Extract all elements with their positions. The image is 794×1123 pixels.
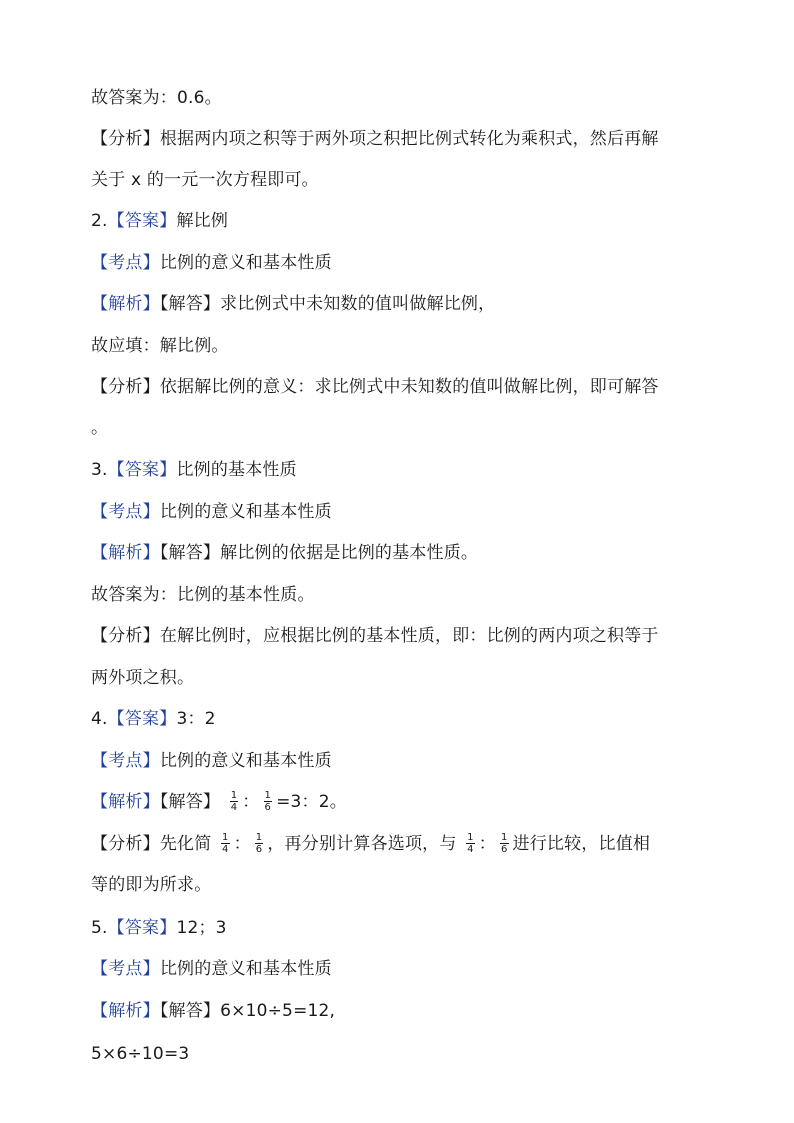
analysis-line: [91, 127, 711, 151]
text: 等的即为所求。: [91, 875, 212, 895]
q4-analysis-line: [91, 832, 711, 856]
analysis-text: 依据解比例的意义：求比例式中未知数的值叫做解比例，即可解答: [159, 377, 659, 397]
answer-tag: 【答案】: [107, 918, 177, 938]
fraction-one-fourth: [230, 790, 239, 813]
answer-detail-tag: 【解答】: [159, 294, 221, 314]
q4-analysis-continued: [91, 873, 711, 897]
numerator: 1: [264, 789, 272, 801]
knowledge-tag: 【考点】: [91, 253, 160, 273]
question-number: 4.: [91, 709, 108, 729]
knowledge-text: 比例的意义和基本性质: [159, 959, 332, 979]
analysis-text: 在解比例时，应根据比例的基本性质，即：比例的两内项之积等于: [159, 626, 659, 646]
q3-analysis-line: [91, 624, 711, 648]
q3-knowledge-line: [91, 500, 711, 524]
analysis-text: 根据两内项之积等于两外项之积把比例式转化为乘积式，然后再解: [159, 129, 659, 149]
solution-tag: 【解析】: [91, 543, 160, 563]
denominator: 6: [264, 801, 272, 813]
solution-text: 解比例的依据是比例的基本性质。: [220, 543, 479, 563]
q3-answer-line: [91, 458, 711, 482]
answer-line: [91, 86, 711, 110]
q5-solution-continued: [91, 1042, 711, 1066]
denominator: 4: [467, 843, 474, 855]
denominator: 4: [222, 843, 229, 855]
text: 5×6÷10=3: [91, 1044, 190, 1064]
ratio-colon: ：: [478, 834, 496, 854]
knowledge-tag: 【考点】: [91, 751, 160, 771]
analysis-text-post: 进行比较，比值相: [512, 834, 651, 854]
analysis-text: 关于 x 的一元一次方程即可。: [91, 170, 319, 190]
text: 故答案为：0.6。: [91, 88, 222, 108]
numerator: 1: [222, 831, 229, 843]
answer-tag: 【答案】: [107, 709, 177, 729]
analysis-text-mid: ，再分别计算各选项，与: [267, 834, 457, 854]
ratio-colon: ：: [233, 834, 251, 854]
analysis-tag: 【分析】: [91, 377, 160, 397]
knowledge-text: 比例的意义和基本性质: [159, 502, 332, 522]
q4-solution-line: [91, 790, 711, 814]
denominator: 4: [230, 801, 238, 813]
fraction-one-fourth: [466, 832, 475, 855]
numerator: 1: [230, 789, 238, 801]
q3-fill-line: [91, 583, 711, 607]
knowledge-text: 比例的意义和基本性质: [159, 751, 332, 771]
q5-knowledge-line: [91, 957, 711, 981]
text: 。: [91, 418, 109, 438]
solution-tag: 【解析】: [91, 1001, 160, 1021]
q2-analysis-end: [91, 416, 711, 440]
analysis-tag: 【分析】: [91, 834, 160, 854]
numerator: 1: [500, 831, 508, 843]
answer-tag: 【答案】: [107, 211, 177, 231]
q2-fill-line: [91, 334, 711, 358]
text: 故应填：解比例。: [91, 336, 229, 356]
solution-tag: 【解析】: [91, 294, 160, 314]
q2-answer-line: [91, 209, 711, 233]
answer-text: 12；3: [176, 918, 227, 938]
solution-tag: 【解析】: [91, 792, 160, 812]
ratio-colon: ：: [242, 792, 260, 812]
text: 两外项之积。: [91, 668, 195, 688]
numerator: 1: [255, 831, 263, 843]
solution-text: 6×10÷5=12,: [220, 1001, 336, 1021]
analysis-tag: 【分析】: [91, 129, 160, 149]
q5-solution-line: [91, 999, 711, 1023]
answer-tag: 【答案】: [107, 460, 177, 480]
analysis-tag: 【分析】: [91, 626, 160, 646]
question-number: 2.: [91, 211, 108, 231]
numerator: 1: [467, 831, 474, 843]
solution-text: 求比例式中未知数的值叫做解比例，: [220, 294, 496, 314]
fraction-one-sixth: [500, 832, 509, 855]
knowledge-tag: 【考点】: [91, 959, 160, 979]
q2-analysis-line: [91, 375, 711, 399]
denominator: 6: [255, 843, 263, 855]
answer-detail-tag: 【解答】: [159, 543, 221, 563]
answer-detail-tag: 【解答】: [159, 792, 221, 812]
question-number: 3.: [91, 460, 108, 480]
answer-text: 比例的基本性质: [176, 460, 297, 480]
q4-knowledge-line: [91, 749, 711, 773]
fraction-one-sixth: [255, 832, 264, 855]
q5-answer-line: [91, 916, 711, 940]
q3-solution-line: [91, 541, 711, 565]
q2-knowledge-line: [91, 251, 711, 275]
fraction-one-fourth: [221, 832, 230, 855]
ratio-result: =3：2。: [276, 792, 347, 812]
q3-analysis-continued: [91, 666, 711, 690]
analysis-line-continued: [91, 168, 711, 192]
analysis-text-pre: 先化简: [159, 834, 212, 854]
knowledge-text: 比例的意义和基本性质: [159, 253, 332, 273]
answer-text: 解比例: [176, 211, 229, 231]
text: 故答案为：比例的基本性质。: [91, 585, 315, 605]
denominator: 6: [500, 843, 508, 855]
answer-detail-tag: 【解答】: [159, 1001, 221, 1021]
fraction-one-sixth: [264, 790, 273, 813]
question-number: 5.: [91, 918, 108, 938]
q2-solution-line: [91, 292, 711, 316]
q4-answer-line: [91, 707, 711, 731]
answer-text: 3：2: [176, 709, 216, 729]
knowledge-tag: 【考点】: [91, 502, 160, 522]
